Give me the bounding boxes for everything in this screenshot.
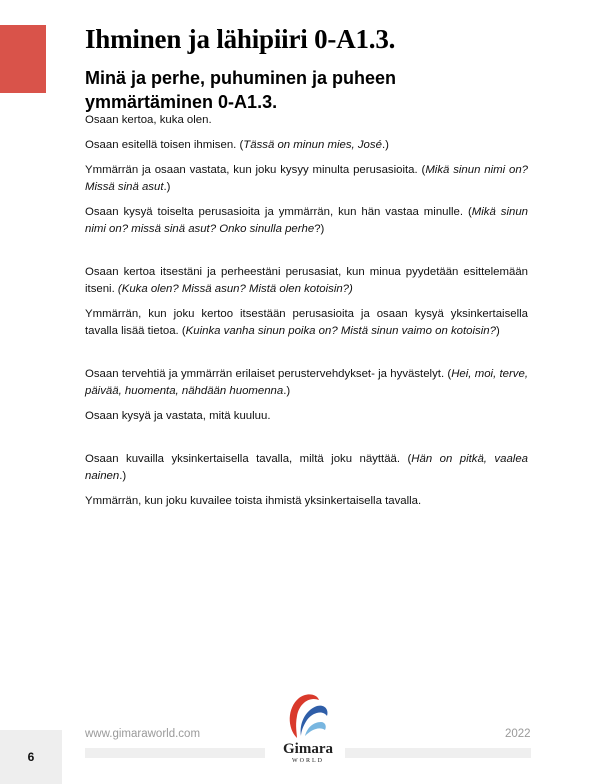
footer-divider-right [345, 748, 531, 758]
paragraph: Osaan kertoa, kuka olen. [85, 114, 212, 126]
logo-wordmark: Gimara [283, 741, 333, 757]
red-corner-tab [0, 25, 46, 93]
paragraph: Ymmärrän ja osaan vastata, kun joku kysyy minulta perusasioita. (Mikä sinun nimi on? Missä sinä asut.) [85, 164, 528, 193]
page-number-box [0, 730, 62, 784]
paragraph: Ymmärrän, kun joku kuvailee toista ihmistä yksinkertaisella tavalla. [85, 495, 422, 507]
paragraph: Osaan tervehtiä ja ymmärrän erilaiset perustervehdykset- ja hyvästelyt. (Hei, moi, terve, päivää, huomenta, nähdään huomenna.) [85, 368, 529, 397]
page-title: Ihminen ja lähipiiri 0-A1.3. [85, 24, 396, 54]
paragraph: Osaan esitellä toisen ihmisen. (Tässä on minun mies, José.) [85, 139, 389, 151]
content-body [85, 112, 528, 518]
footer-url: www.gimaraworld.com [85, 728, 201, 740]
paragraph: Osaan kuvailla yksinkertaisella tavalla, miltä joku näyttää. (Hän on pitkä, vaalea nainen.) [85, 453, 528, 482]
section-subtitle: Minä ja perhe, puhuminen ja puheen ymmärtäminen 0-A1.3. [85, 68, 397, 112]
footer-divider-left [85, 748, 265, 758]
footer-year: 2022 [505, 728, 531, 740]
paragraph: Ymmärrän, kun joku kertoo itsestään perusasioita ja osaan kysyä yksinkertaisella tavalla lisää tietoa. (Kuinka vanha sinun poika on? Mistä sinun vaimo on kotoisin?) [85, 308, 528, 337]
paragraph: Osaan kysyä toiselta perusasioita ja ymmärrän, kun hän vastaa minulle. (Mikä sinun nimi on? missä sinä asut? Onko sinulla perhe?) [85, 206, 528, 235]
page-number: 6 [27, 750, 35, 764]
paragraph: Osaan kertoa itsestäni ja perheestäni perusasiat, kun minua pyydetään esittelemään itseni. (Kuka olen? Missä asun? Mistä olen kotoisin?) [85, 266, 528, 295]
logo-subtext: WORLD [292, 758, 324, 764]
gimara-logo-icon [283, 690, 333, 742]
paragraph: Osaan kysyä ja vastata, mitä kuuluu. [85, 410, 271, 422]
gimara-logo [268, 690, 348, 784]
